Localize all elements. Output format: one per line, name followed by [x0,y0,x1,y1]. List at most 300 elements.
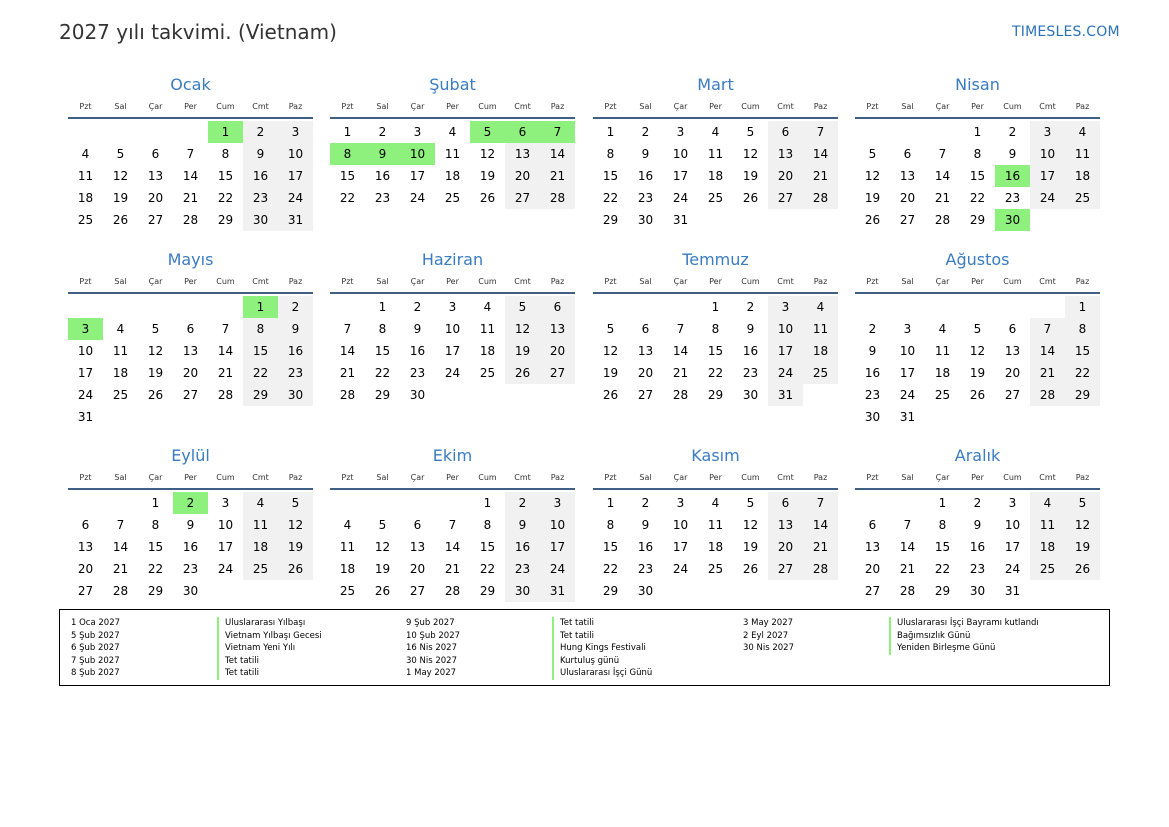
day-cell: 21 [899,562,916,576]
day-cell: 20 [147,191,164,205]
day-cell: 14 [112,540,129,554]
holiday-date: 7 Şub 2027 [71,655,120,666]
holiday-name: Vietnam Yeni Yılı [217,642,295,655]
day-cell: 14 [899,540,916,554]
day-cell: 30 [637,584,654,598]
header-divider [593,117,838,119]
day-cell: 18 [243,536,278,558]
day-cell: 21 [112,562,129,576]
day-cell: 22 [707,366,724,380]
weekday-header: Per [709,102,722,111]
day-cell: 4 [938,322,947,336]
day-cell: 1 [378,300,387,314]
month-name: Nisan [955,75,1000,94]
day-cell: 30 [182,584,199,598]
day-cell: 1 [1065,296,1100,318]
day-cell: 25 [1065,187,1100,209]
day-cell: 7 [676,322,685,336]
holiday-date: 5 Şub 2027 [71,630,120,641]
day-cell: 31 [1004,584,1021,598]
weekday-header: Çar [410,277,425,286]
day-cell: 10 [278,143,313,165]
weekday-header: Cum [478,277,497,286]
day-cell: 20 [864,562,881,576]
day-cell: 6 [903,147,912,161]
day-cell: 4 [1065,121,1100,143]
day-cell: 4 [81,147,90,161]
day-cell: 6 [151,147,160,161]
header-divider [330,117,575,119]
weekday-header: Cmt [1039,473,1056,482]
day-cell: 8 [243,318,278,340]
day-cell: 17 [1030,165,1065,187]
day-cell: 7 [221,322,230,336]
day-cell: 11 [707,518,724,532]
day-cell: 30 [409,388,426,402]
day-cell: 3 [676,125,685,139]
day-cell: 31 [278,209,313,231]
holiday-date: 16 Nis 2027 [406,643,457,653]
day-cell: 22 [602,562,619,576]
day-cell: 10 [768,318,803,340]
holiday-name: Hung Kings Festivali [552,642,646,655]
day-cell: 15 [1065,340,1100,362]
day-cell: 2 [1008,125,1017,139]
day-cell: 19 [112,191,129,205]
day-cell: 18 [934,366,951,380]
weekday-header: Cmt [777,473,794,482]
weekday-header: Pzt [79,102,92,111]
header-divider [855,117,1100,119]
day-cell: 20 [637,366,654,380]
day-cell: 24 [672,562,689,576]
day-cell: 19 [864,191,881,205]
weekday-header: Pzt [604,277,617,286]
day-cell: 19 [1065,536,1100,558]
weekday-header: Pzt [866,473,879,482]
day-cell: 24 [444,366,461,380]
day-cell: 11 [112,344,129,358]
day-cell: 8 [938,518,947,532]
weekday-header: Per [446,102,459,111]
day-cell: 6 [186,322,195,336]
day-cell: 19 [602,366,619,380]
day-cell: 14 [803,143,838,165]
month-name: Ağustos [945,250,1010,269]
day-cell: 25 [1030,558,1065,580]
header-divider [330,292,575,294]
day-cell: 23 [742,366,759,380]
weekday-header: Pzt [341,473,354,482]
day-cell: 27 [182,388,199,402]
day-cell: 13 [540,318,575,340]
holiday-name: Tet tatili [217,655,259,668]
day-cell: 25 [339,584,356,598]
day-cell: 27 [505,187,540,209]
day-cell: 3 [768,296,803,318]
weekday-header: Cmt [514,277,531,286]
day-cell: 11 [479,322,496,336]
day-cell: 4 [1030,492,1065,514]
day-cell: 10 [444,322,461,336]
day-cell: 28 [1030,384,1065,406]
day-cell: 24 [768,362,803,384]
weekday-header: Sal [376,102,389,111]
day-cell: 21 [672,366,689,380]
day-cell: 30 [969,584,986,598]
day-cell: 28 [339,388,356,402]
weekday-header: Pzt [866,102,879,111]
day-cell: 18 [112,366,129,380]
weekday-header: Sal [376,473,389,482]
weekday-header: Cmt [1039,277,1056,286]
month-name: Eylül [171,446,210,465]
day-cell: 14 [217,344,234,358]
day-cell: 1 [606,496,615,510]
weekday-header: Cmt [777,102,794,111]
day-cell: 17 [1004,540,1021,554]
holiday-date: 9 Şub 2027 [406,618,455,628]
holiday-day-cell: 2 [173,492,208,514]
weekday-header: Çar [935,277,950,286]
day-cell: 17 [672,169,689,183]
day-cell: 5 [973,322,982,336]
day-cell: 19 [479,169,496,183]
day-cell: 18 [1030,536,1065,558]
day-cell: 16 [742,344,759,358]
holiday-name: Uluslararası İşçi Günü [552,667,652,680]
day-cell: 29 [147,584,164,598]
day-cell: 11 [934,344,951,358]
day-cell: 31 [540,580,575,602]
weekday-header: Sal [114,277,127,286]
day-cell: 10 [77,344,94,358]
weekday-header: Cum [741,473,760,482]
day-cell: 25 [707,562,724,576]
day-cell: 17 [77,366,94,380]
day-cell: 7 [903,518,912,532]
day-cell: 5 [378,518,387,532]
day-cell: 17 [672,540,689,554]
day-cell: 29 [602,584,619,598]
holiday-date: 1 Oca 2027 [71,618,121,628]
day-cell: 26 [602,388,619,402]
day-cell: 28 [899,584,916,598]
day-cell: 1 [711,300,720,314]
day-cell: 10 [672,147,689,161]
day-cell: 3 [903,322,912,336]
day-cell: 12 [602,344,619,358]
weekday-header: Cmt [252,473,269,482]
day-cell: 7 [1030,318,1065,340]
day-cell: 21 [803,165,838,187]
weekday-header: Paz [550,473,565,482]
day-cell: 25 [77,213,94,227]
day-cell: 16 [637,169,654,183]
day-cell: 28 [803,558,838,580]
day-cell: 8 [221,147,230,161]
day-cell: 7 [448,518,457,532]
month-name: Temmuz [682,250,749,269]
weekday-header: Çar [673,277,688,286]
day-cell: 28 [803,187,838,209]
day-cell: 23 [278,362,313,384]
day-cell: 11 [1065,143,1100,165]
day-cell: 24 [409,191,426,205]
day-cell: 30 [864,410,881,424]
weekday-header: Per [184,473,197,482]
day-cell: 2 [641,496,650,510]
holiday-name: Tet tatili [217,667,259,680]
weekday-header: Per [709,277,722,286]
day-cell: 9 [413,322,422,336]
day-cell: 17 [444,344,461,358]
day-cell: 15 [969,169,986,183]
day-cell: 6 [768,121,803,143]
weekday-header: Per [971,473,984,482]
day-cell: 9 [868,344,877,358]
day-cell: 1 [973,125,982,139]
day-cell: 19 [147,366,164,380]
day-cell: 23 [637,562,654,576]
day-cell: 4 [711,496,720,510]
day-cell: 26 [147,388,164,402]
weekday-header: Cmt [252,102,269,111]
weekday-header: Sal [639,102,652,111]
weekday-header: Çar [673,102,688,111]
weekday-header: Sal [901,102,914,111]
holiday-date: 8 Şub 2027 [71,668,120,678]
holiday-day-cell: 9 [365,143,400,165]
day-cell: 1 [938,496,947,510]
weekday-header: Çar [148,473,163,482]
day-cell: 18 [339,562,356,576]
day-cell: 25 [707,191,724,205]
day-cell: 12 [147,344,164,358]
brand-link[interactable]: TIMESLES.COM [1012,24,1120,40]
month-name: Haziran [421,250,484,269]
day-cell: 28 [934,213,951,227]
day-cell: 31 [899,410,916,424]
weekday-header: Per [971,277,984,286]
day-cell: 29 [602,213,619,227]
day-cell: 8 [483,518,492,532]
day-cell: 23 [1004,191,1021,205]
day-cell: 22 [217,191,234,205]
day-cell: 28 [112,584,129,598]
weekday-header: Per [709,473,722,482]
day-cell: 16 [505,536,540,558]
day-cell: 11 [77,169,94,183]
day-cell: 12 [278,514,313,536]
weekday-header: Pzt [604,102,617,111]
day-cell: 15 [602,540,619,554]
day-cell: 16 [864,366,881,380]
day-cell: 19 [742,540,759,554]
day-cell: 15 [217,169,234,183]
weekday-header: Sal [114,102,127,111]
day-cell: 16 [243,165,278,187]
day-cell: 3 [1030,121,1065,143]
day-cell: 10 [1004,518,1021,532]
day-cell: 15 [479,540,496,554]
weekday-header: Per [184,102,197,111]
day-cell: 16 [969,540,986,554]
day-cell: 14 [934,169,951,183]
weekday-header: Cum [741,102,760,111]
day-cell: 21 [803,536,838,558]
day-cell: 9 [641,518,650,532]
day-cell: 2 [378,125,387,139]
day-cell: 30 [742,388,759,402]
weekday-header: Çar [673,473,688,482]
day-cell: 15 [339,169,356,183]
day-cell: 4 [243,492,278,514]
holiday-name: Uluslararası İşçi Bayramı kutlandı [889,617,1039,630]
month-name: Kasım [691,446,740,465]
weekday-header: Sal [376,277,389,286]
day-cell: 15 [602,169,619,183]
day-cell: 19 [742,169,759,183]
day-cell: 22 [602,191,619,205]
day-cell: 15 [243,340,278,362]
day-cell: 25 [112,388,129,402]
day-cell: 13 [899,169,916,183]
page-title: 2027 yılı takvimi. (Vietnam) [59,20,337,44]
day-cell: 21 [1030,362,1065,384]
header-divider [855,488,1100,490]
day-cell: 6 [1008,322,1017,336]
day-cell: 5 [746,496,755,510]
day-cell: 13 [147,169,164,183]
day-cell: 12 [112,169,129,183]
day-cell: 7 [116,518,125,532]
holiday-name: Tet tatili [552,617,594,630]
holiday-day-cell: 8 [330,143,365,165]
day-cell: 29 [243,384,278,406]
day-cell: 3 [221,496,230,510]
day-cell: 23 [374,191,391,205]
day-cell: 19 [278,536,313,558]
day-cell: 23 [243,187,278,209]
weekday-header: Cum [478,102,497,111]
day-cell: 14 [182,169,199,183]
weekday-header: Cum [1003,102,1022,111]
day-cell: 3 [676,496,685,510]
holiday-day-cell: 3 [68,318,103,340]
day-cell: 18 [444,169,461,183]
weekday-header: Paz [813,102,828,111]
day-cell: 15 [934,540,951,554]
day-cell: 18 [707,169,724,183]
day-cell: 17 [540,536,575,558]
weekday-header: Cum [216,473,235,482]
day-cell: 16 [278,340,313,362]
day-cell: 13 [77,540,94,554]
day-cell: 8 [151,518,160,532]
day-cell: 6 [868,518,877,532]
day-cell: 13 [768,143,803,165]
holiday-date: 6 Şub 2027 [71,643,120,653]
day-cell: 17 [409,169,426,183]
day-cell: 21 [540,165,575,187]
day-cell: 7 [803,492,838,514]
holiday-day-cell: 5 [470,121,505,143]
day-cell: 7 [186,147,195,161]
weekday-header: Sal [639,277,652,286]
day-cell: 13 [409,540,426,554]
day-cell: 20 [1004,366,1021,380]
day-cell: 20 [540,340,575,362]
day-cell: 19 [969,366,986,380]
day-cell: 23 [409,366,426,380]
holiday-name: Yeniden Birleşme Günü [889,642,995,655]
day-cell: 27 [1004,388,1021,402]
weekday-header: Çar [148,277,163,286]
month-name: Mayıs [167,250,214,269]
day-cell: 26 [864,213,881,227]
day-cell: 19 [374,562,391,576]
day-cell: 15 [707,344,724,358]
holiday-name: Tet tatili [552,630,594,643]
month-name: Aralık [954,446,1001,465]
day-cell: 28 [182,213,199,227]
day-cell: 13 [768,514,803,536]
day-cell: 24 [1004,562,1021,576]
weekday-header: Çar [410,473,425,482]
day-cell: 8 [378,322,387,336]
day-cell: 24 [77,388,94,402]
weekday-header: Paz [550,102,565,111]
weekday-header: Paz [550,277,565,286]
day-cell: 29 [479,584,496,598]
day-cell: 20 [768,536,803,558]
day-cell: 20 [768,165,803,187]
day-cell: 3 [413,125,422,139]
holiday-day-cell: 7 [540,121,575,143]
day-cell: 20 [409,562,426,576]
weekday-header: Cum [216,277,235,286]
day-cell: 29 [934,584,951,598]
day-cell: 27 [77,584,94,598]
day-cell: 29 [217,213,234,227]
holiday-day-cell: 6 [505,121,540,143]
day-cell: 8 [1065,318,1100,340]
day-cell: 9 [505,514,540,536]
day-cell: 22 [339,191,356,205]
day-cell: 12 [479,147,496,161]
day-cell: 7 [343,322,352,336]
day-cell: 6 [641,322,650,336]
day-cell: 22 [934,562,951,576]
day-cell: 26 [112,213,129,227]
day-cell: 13 [182,344,199,358]
weekday-header: Paz [288,473,303,482]
holiday-date: 30 Nis 2027 [743,643,794,653]
weekday-header: Cum [1003,473,1022,482]
day-cell: 14 [803,514,838,536]
day-cell: 22 [969,191,986,205]
day-cell: 7 [938,147,947,161]
holiday-name: Uluslararası Yılbaşı [217,617,305,630]
weekday-header: Paz [288,277,303,286]
holiday-date: 1 May 2027 [406,668,457,678]
weekday-header: Sal [901,473,914,482]
day-cell: 2 [413,300,422,314]
holiday-date: 3 May 2027 [743,618,794,628]
day-cell: 10 [899,344,916,358]
holiday-day-cell: 30 [995,209,1030,231]
